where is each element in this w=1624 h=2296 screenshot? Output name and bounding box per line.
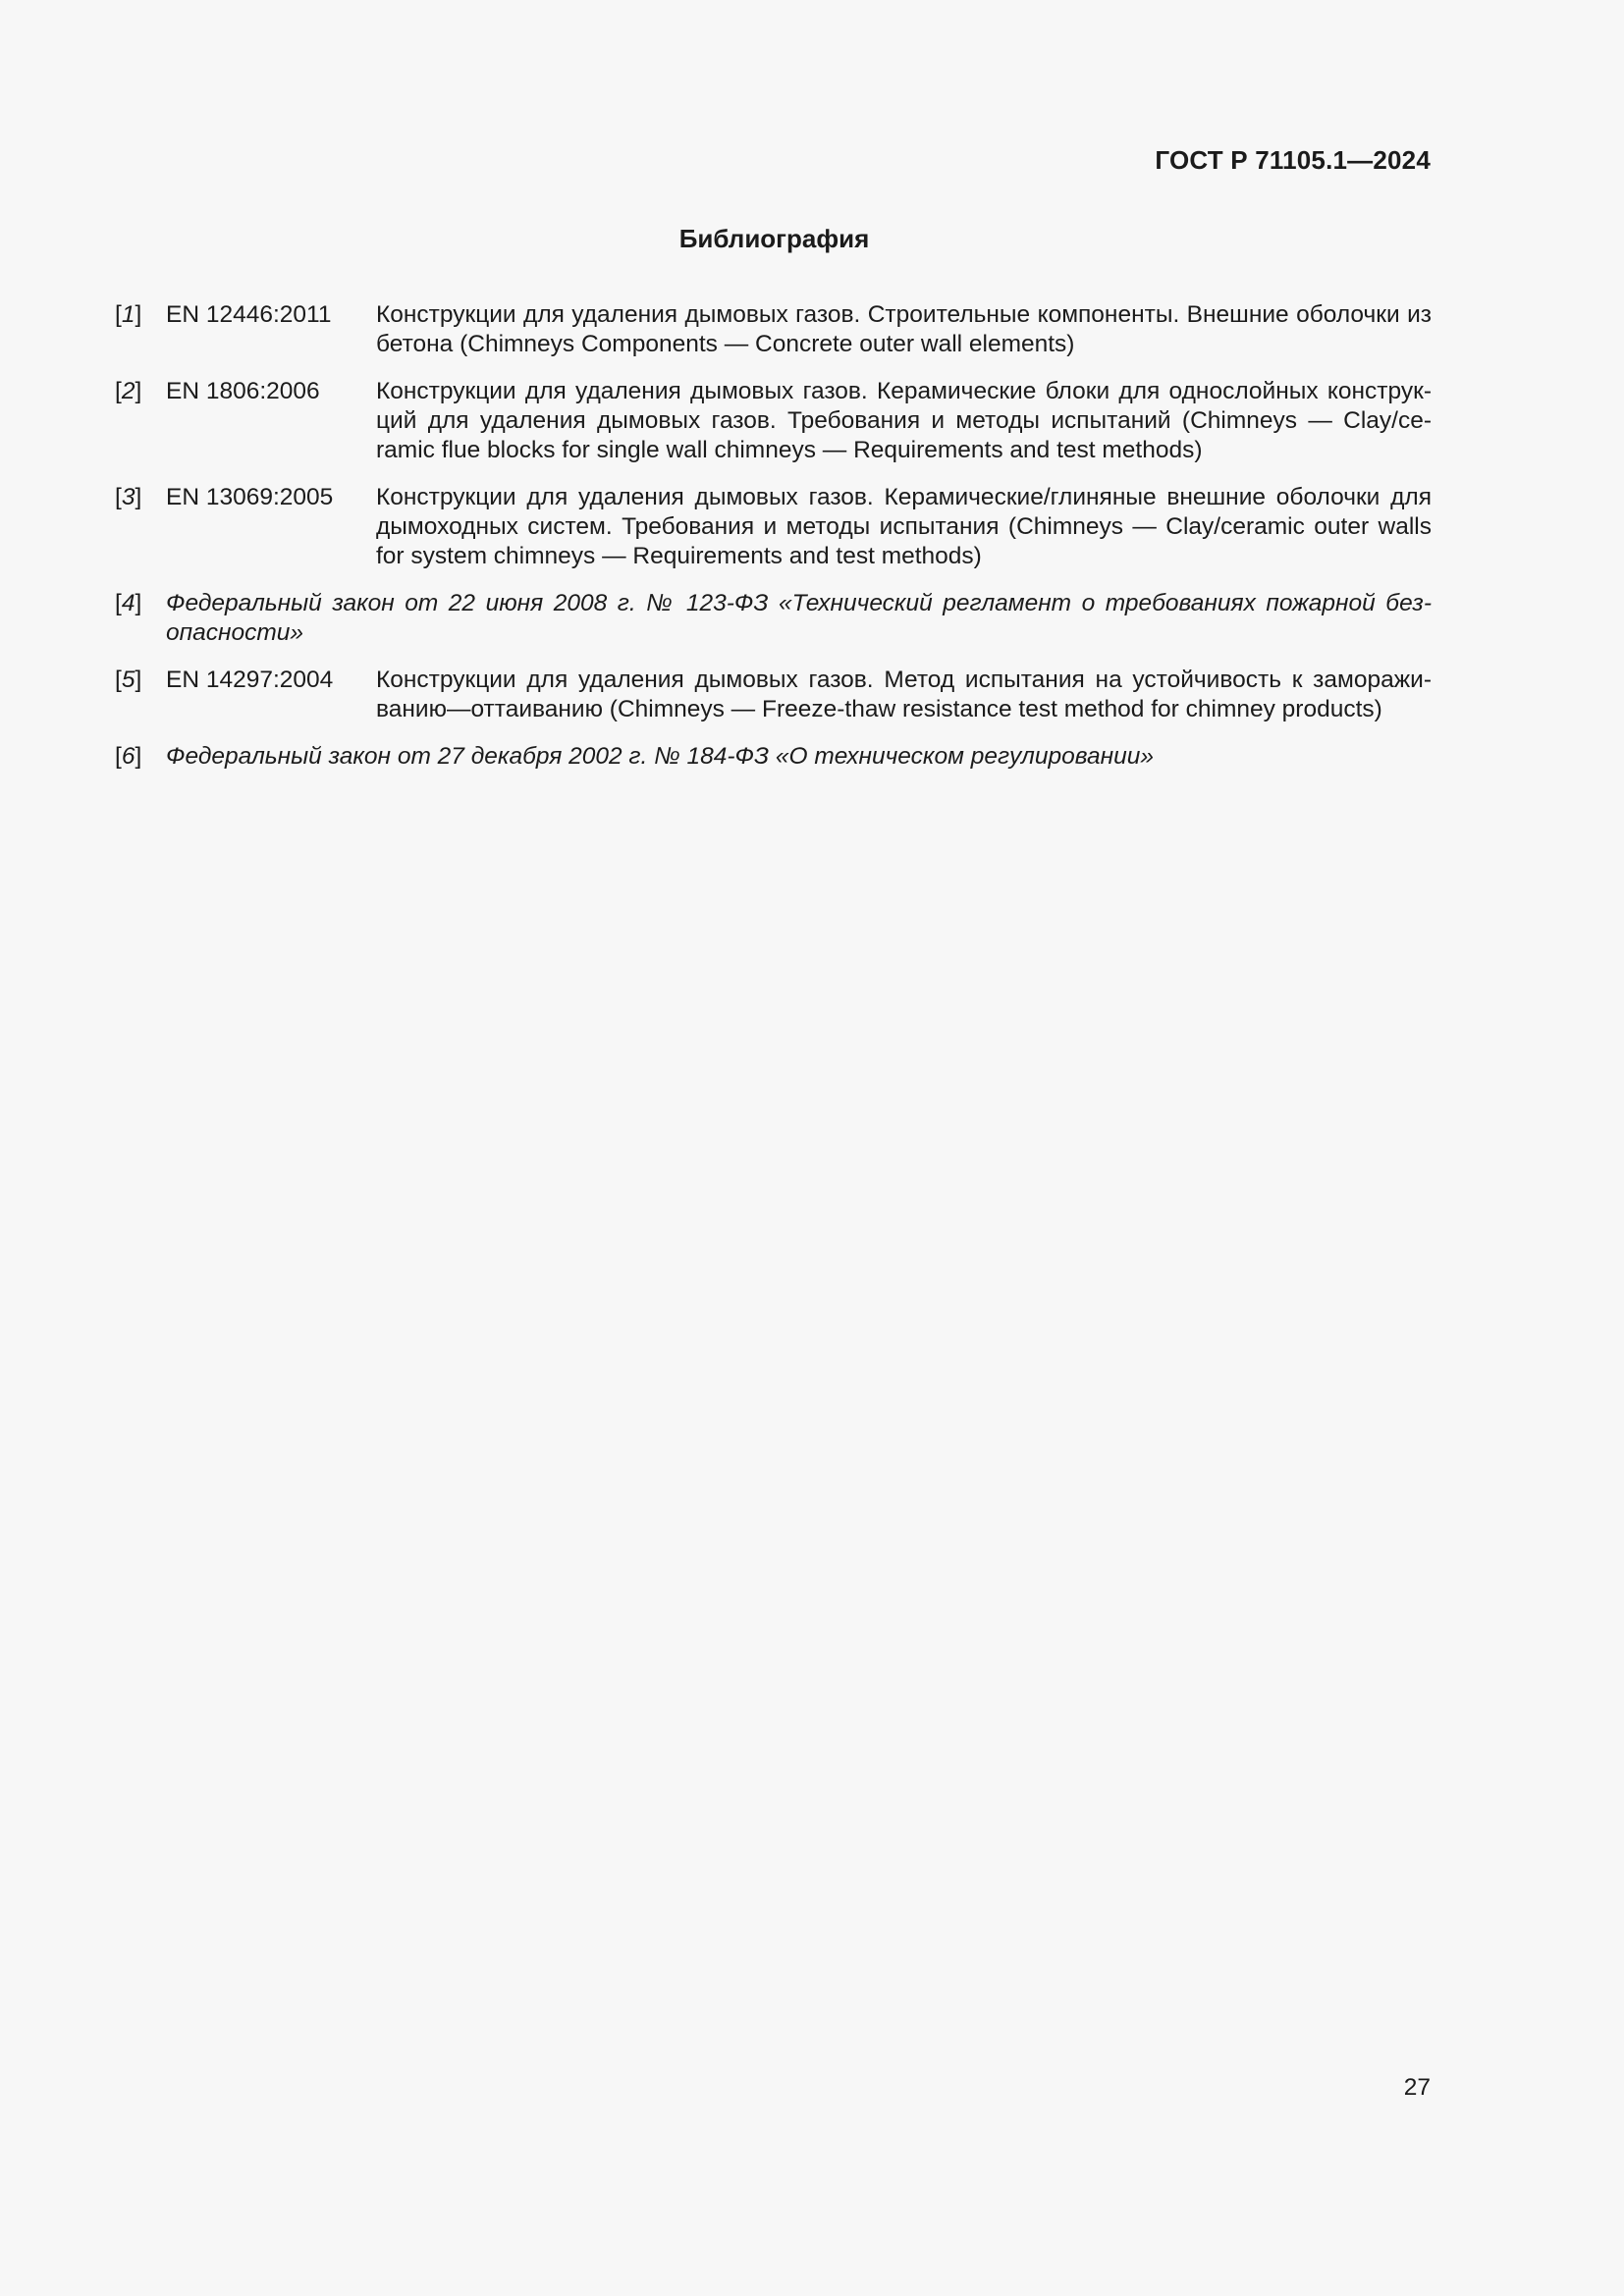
entry-description: Конструкции для удаления дымовых газов. Керамические/глиняные внешние оболочки для дымоходных систем. Требования и методы испытания (Chimneys — Clay/ceramic outer walls for system chimneys — Requirements and test methods)	[376, 484, 1432, 569]
entry-federal-law: Федеральный закон от 27 декабря 2002 г. № 184-ФЗ «О техническом регулировании»	[166, 743, 1154, 770]
entry-description: Конструкции для удаления дымовых газов. Метод испытания на устойчивость к замораживанию—оттаиванию (Chimneys — Freeze-thaw resistance test method for chimney products)	[376, 667, 1432, 722]
entry-federal-law: Федеральный закон от 22 июня 2008 г. № 123-ФЗ «Технический регламент о требованиях пожарной безопасности»	[166, 590, 1432, 646]
bibliography-list	[115, 300, 1432, 789]
entry-standard-code: EN 1806:2006	[166, 378, 320, 404]
bibliography-title: Библиография	[678, 224, 870, 253]
entry-number: [6]	[115, 743, 142, 770]
entry-number: [4]	[115, 590, 142, 616]
entry-standard-code: EN 13069:2005	[166, 484, 334, 510]
entry-description: Конструкции для удаления дымовых газов. Керамические блоки для однослойных конструкций для удаления дымовых газов. Требования и методы испытаний (Chimneys — Clay/ceramic flue blocks for single wall chimneys — Requirements and test methods)	[376, 378, 1432, 463]
entry-number: [1]	[115, 301, 142, 328]
entry-description: Конструкции для удаления дымовых газов. Строительные компоненты. Внешние оболочки из бетона (Chimneys Components — Concrete outer wall elements)	[376, 301, 1432, 357]
bibliography-entry-4	[115, 589, 1432, 648]
entry-number: [3]	[115, 484, 142, 510]
bibliography-entry-5	[115, 666, 1432, 724]
bibliography-entry-6	[115, 742, 1432, 772]
page-number: 27	[1403, 2074, 1431, 2101]
entry-standard-code: EN 14297:2004	[166, 667, 334, 693]
document-code-header: ГОСТ Р 71105.1—2024	[1155, 145, 1431, 175]
entry-number: [5]	[115, 667, 142, 693]
entry-number: [2]	[115, 378, 142, 404]
bibliography-entry-3	[115, 483, 1432, 571]
bibliography-entry-1	[115, 300, 1432, 359]
entry-standard-code: EN 12446:2011	[166, 301, 332, 328]
bibliography-entry-2	[115, 377, 1432, 465]
